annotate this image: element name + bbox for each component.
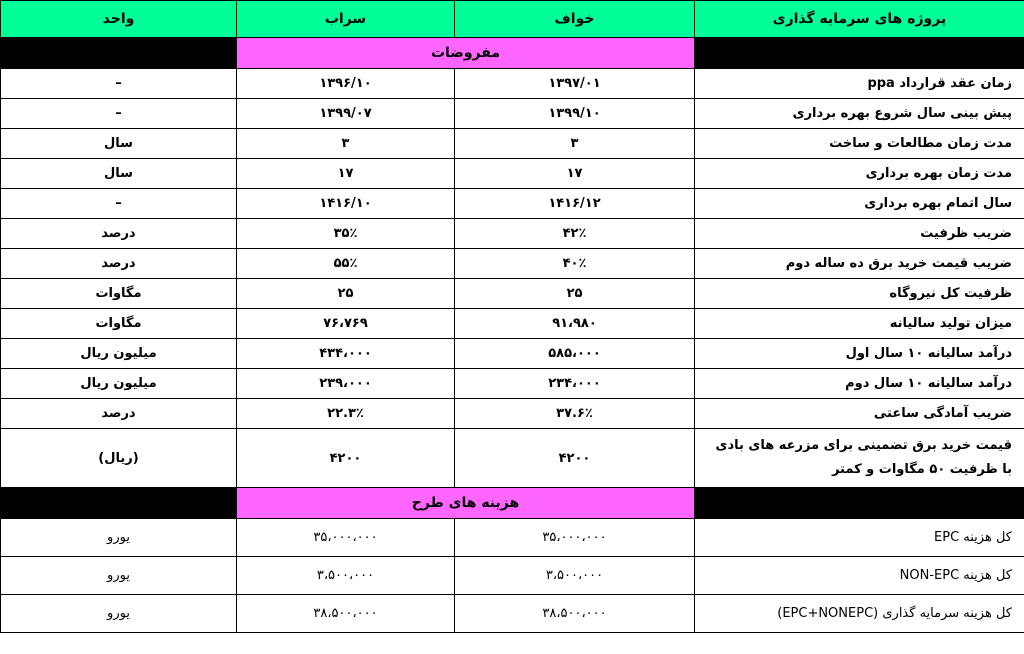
table-row: [1, 339, 1024, 369]
cell-sarab: ۴۳۴،۰۰۰: [237, 339, 455, 369]
cell-unit: میلیون ریال: [1, 339, 237, 369]
cell-khaf: ۳۵،۰۰۰،۰۰۰: [455, 519, 695, 557]
table-row-price: [1, 429, 1024, 488]
cell-khaf: ۳: [455, 129, 695, 159]
cell-sarab: ۲۳۹،۰۰۰: [237, 369, 455, 399]
table-row: [1, 519, 1024, 557]
cell-label: ضریب قیمت خرید برق ده ساله دوم: [695, 249, 1024, 279]
cell-khaf: ۱۴۱۶/۱۲: [455, 189, 695, 219]
cell-unit: مگاوات: [1, 279, 237, 309]
cell-sarab: ۳،۵۰۰،۰۰۰: [237, 557, 455, 595]
cell-sarab: ۳: [237, 129, 455, 159]
cell-sarab: ۳۵٪: [237, 219, 455, 249]
table-row: [1, 219, 1024, 249]
cell-label: درآمد سالیانه ۱۰ سال اول: [695, 339, 1024, 369]
cell-khaf: ۱۷: [455, 159, 695, 189]
section-title-costs: هزینه های طرح: [237, 488, 695, 519]
header-unit: واحد: [1, 1, 237, 38]
cell-unit: یورو: [1, 519, 237, 557]
table-row: [1, 399, 1024, 429]
cell-sarab: ۱۴۱۶/۱۰: [237, 189, 455, 219]
cell-khaf: ۵۸۵،۰۰۰: [455, 339, 695, 369]
cell-unit: –: [1, 189, 237, 219]
cell-label: درآمد سالیانه ۱۰ سال دوم: [695, 369, 1024, 399]
cell-label: ضریب آمادگی ساعتی: [695, 399, 1024, 429]
cell-sarab: ۱۳۹۶/۱۰: [237, 69, 455, 99]
cell-label: مدت زمان مطالعات و ساخت: [695, 129, 1024, 159]
cell-label: کل هزینه EPC: [695, 519, 1024, 557]
table-row: [1, 249, 1024, 279]
header-khaf: خواف: [455, 1, 695, 38]
cell-khaf: ۴۲٪: [455, 219, 695, 249]
cell-khaf: ۳۸،۵۰۰،۰۰۰: [455, 595, 695, 633]
table-row: [1, 595, 1024, 633]
table-row: [1, 369, 1024, 399]
cell-unit: درصد: [1, 219, 237, 249]
header-sarab: سراب: [237, 1, 455, 38]
cell-sarab: ۳۵،۰۰۰،۰۰۰: [237, 519, 455, 557]
cell-label: پیش بینی سال شروع بهره برداری: [695, 99, 1024, 129]
price-unit: (ریال): [1, 429, 237, 488]
section-row-assumptions: [1, 38, 1024, 69]
cell-sarab: ۱۷: [237, 159, 455, 189]
header-row: [1, 1, 1024, 38]
cell-khaf: ۲۵: [455, 279, 695, 309]
cell-khaf: ۱۳۹۷/۰۱: [455, 69, 695, 99]
cell-sarab: ۱۳۹۹/۰۷: [237, 99, 455, 129]
cell-label: میزان تولید سالیانه: [695, 309, 1024, 339]
cell-label: ظرفیت کل نیروگاه: [695, 279, 1024, 309]
price-label: قیمت خرید برق تضمینی برای مزرعه های بادی با ظرفیت ۵۰ مگاوات و کمتر: [695, 429, 1024, 488]
section-row-costs: [1, 488, 1024, 519]
table-row: [1, 189, 1024, 219]
section-title-assumptions: مفروضات: [237, 38, 695, 69]
cell-sarab: ۲۲.۳٪: [237, 399, 455, 429]
cell-unit: –: [1, 99, 237, 129]
cell-unit: یورو: [1, 557, 237, 595]
cell-label: کل هزینه سرمایه گذاری (EPC+NONEPC): [695, 595, 1024, 633]
table-row: [1, 279, 1024, 309]
table-row: [1, 309, 1024, 339]
cell-unit: درصد: [1, 399, 237, 429]
cell-label: سال اتمام بهره برداری: [695, 189, 1024, 219]
price-sarab: ۴۲۰۰: [237, 429, 455, 488]
price-khaf: ۴۲۰۰: [455, 429, 695, 488]
cell-label: ضریب ظرفیت: [695, 219, 1024, 249]
cell-khaf: ۲۳۴،۰۰۰: [455, 369, 695, 399]
cell-label: زمان عقد قرارداد ppa: [695, 69, 1024, 99]
table-row: [1, 557, 1024, 595]
table-row: [1, 69, 1024, 99]
cell-khaf: ۹۱،۹۸۰: [455, 309, 695, 339]
cell-unit: یورو: [1, 595, 237, 633]
cell-label: کل هزینه NON-EPC: [695, 557, 1024, 595]
cell-sarab: ۲۵: [237, 279, 455, 309]
cell-unit: سال: [1, 129, 237, 159]
cell-unit: مگاوات: [1, 309, 237, 339]
cell-sarab: ۵۵٪: [237, 249, 455, 279]
header-project: پروژه های سرمایه گذاری: [695, 1, 1024, 38]
cell-unit: میلیون ریال: [1, 369, 237, 399]
cell-khaf: ۳۷.۶٪: [455, 399, 695, 429]
cell-unit: درصد: [1, 249, 237, 279]
cell-label: مدت زمان بهره برداری: [695, 159, 1024, 189]
table-row: [1, 99, 1024, 129]
table-row: [1, 129, 1024, 159]
cell-khaf: ۱۳۹۹/۱۰: [455, 99, 695, 129]
cell-khaf: ۴۰٪: [455, 249, 695, 279]
cell-unit: سال: [1, 159, 237, 189]
cell-sarab: ۳۸،۵۰۰،۰۰۰: [237, 595, 455, 633]
table-row: [1, 159, 1024, 189]
cell-sarab: ۷۶،۷۶۹: [237, 309, 455, 339]
cell-khaf: ۳،۵۰۰،۰۰۰: [455, 557, 695, 595]
cell-unit: –: [1, 69, 237, 99]
